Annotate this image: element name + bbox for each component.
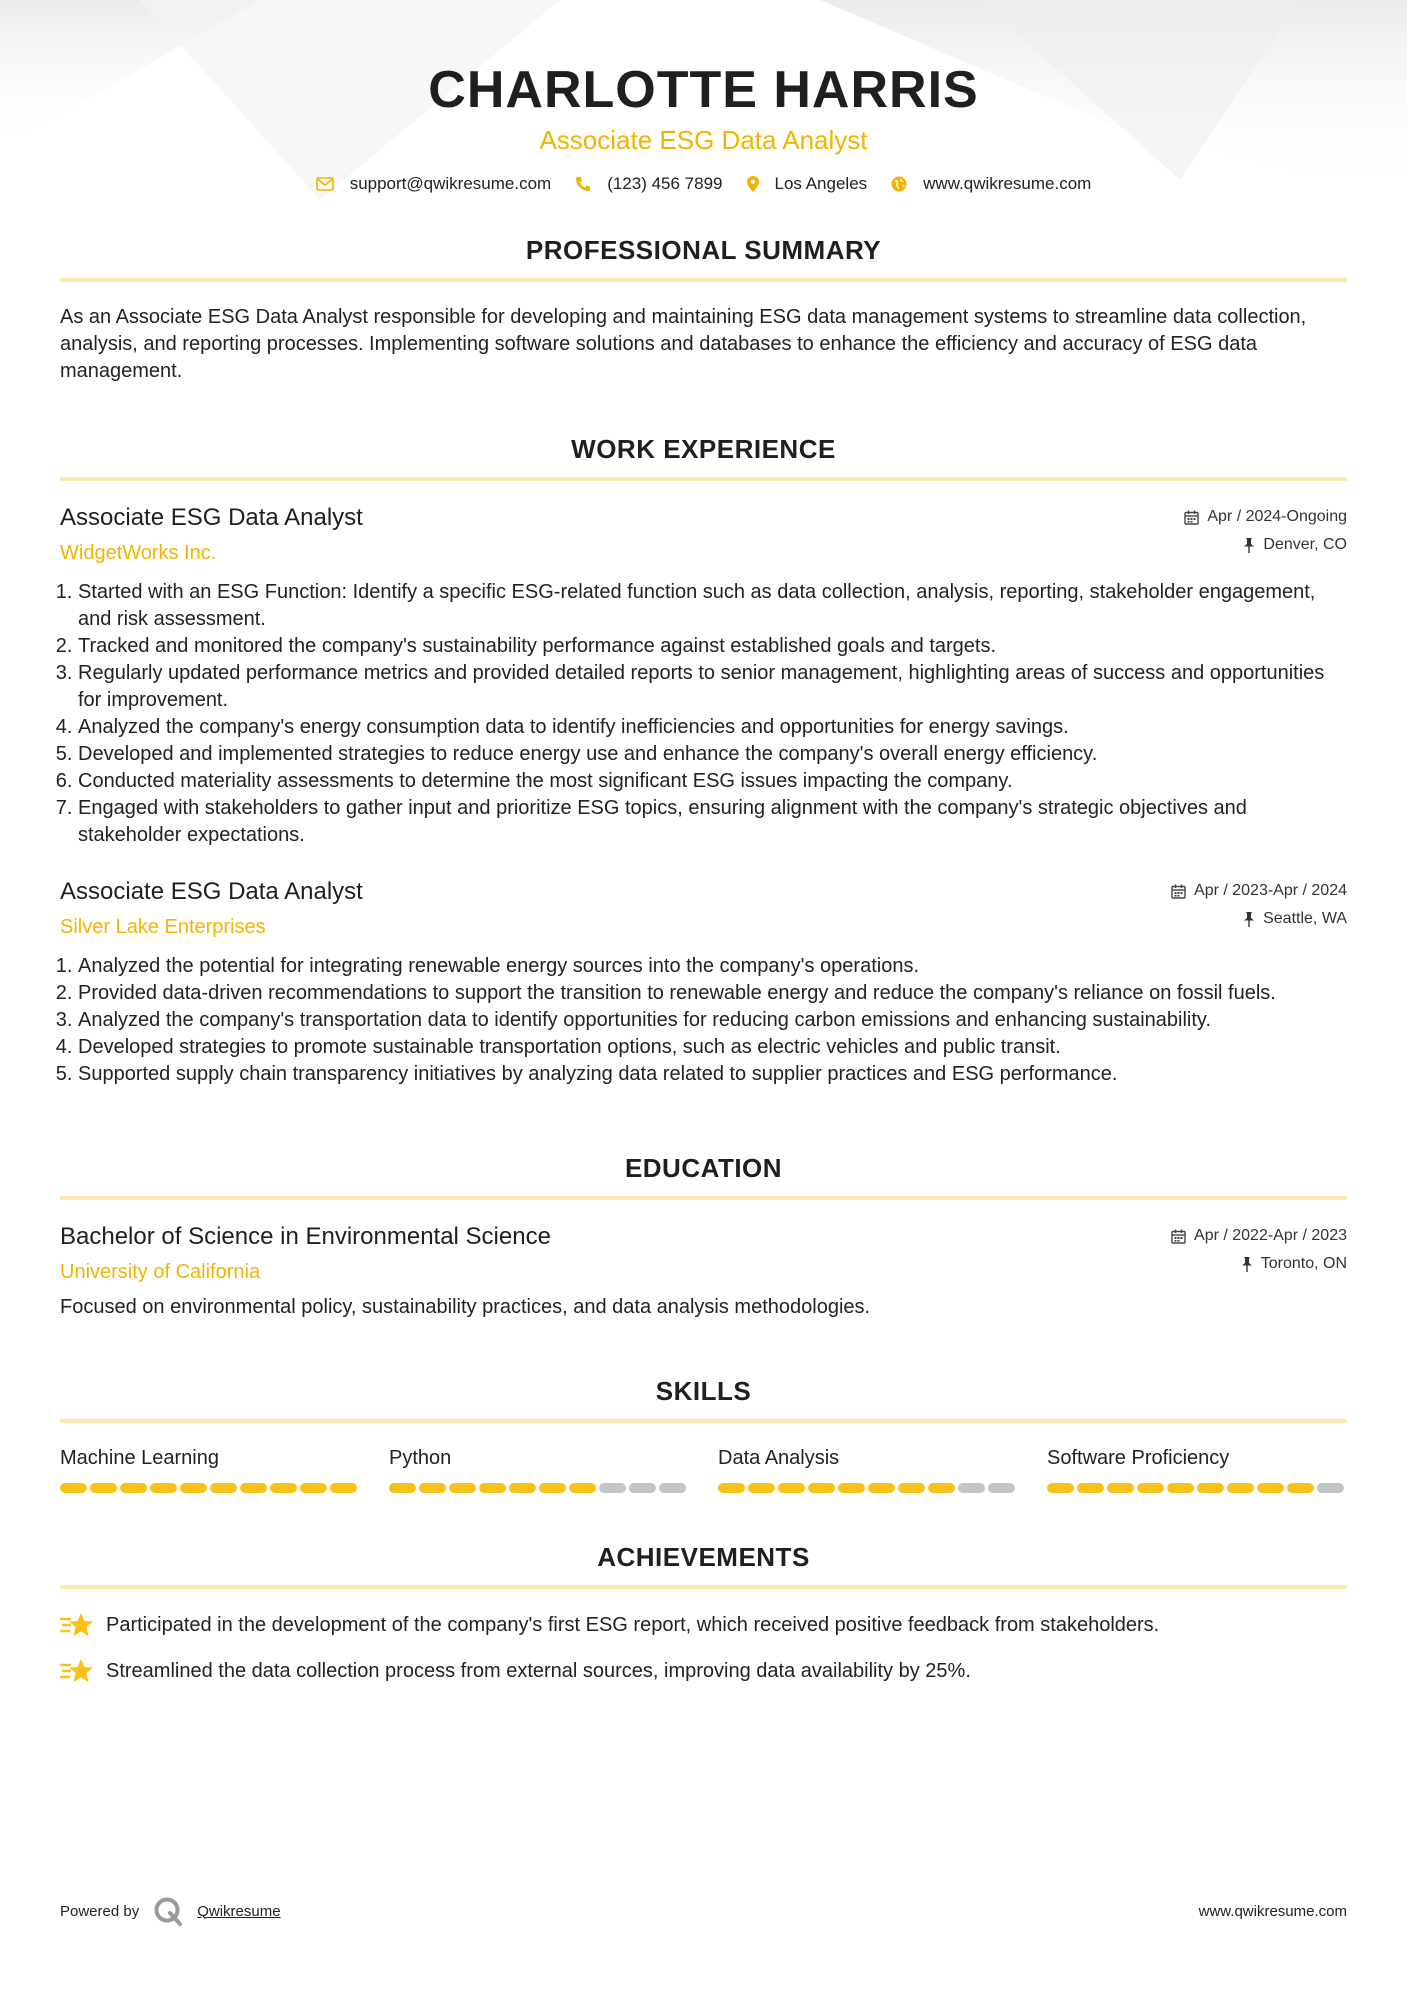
achievement-item (60, 1657, 1347, 1685)
education-degree: Bachelor of Science in Environmental Science (60, 1223, 551, 1250)
skill-segment-empty (988, 1483, 1015, 1493)
job-bullet: 6. Conducted materiality assessments to determine the most significant ESG issues impacting the company. (78, 768, 1347, 795)
skill-segment-filled (1137, 1483, 1164, 1493)
education-dates-row (1171, 1222, 1347, 1250)
achievement-text: Participated in the development of the company's first ESG report, which received positive feedback from stakeholders. (106, 1614, 1160, 1636)
education-meta (1171, 1222, 1347, 1278)
job-bullet: 7. Engaged with stakeholders to gather input and prioritize ESG topics, ensuring alignment with the company's strategic objectives and stakeholder expectations. (78, 795, 1347, 849)
education-description: Focused on environmental policy, sustainability practices, and data analysis methodologies. (60, 1296, 871, 1318)
experience-section (60, 433, 1347, 1088)
skill-item (1047, 1445, 1347, 1493)
envelope-icon (316, 177, 334, 191)
skill-name: Machine Learning (60, 1447, 219, 1469)
education-section (60, 1152, 1347, 1321)
footer (60, 1896, 1347, 1926)
skill-segment-empty (1317, 1483, 1344, 1493)
skill-segment-filled (838, 1483, 865, 1493)
skill-segment-empty (659, 1483, 686, 1493)
skill-segment-filled (449, 1483, 476, 1493)
skill-level-bar (389, 1483, 689, 1493)
summary-text: As an Associate ESG Data Analyst responsible for developing and maintaining ESG data management systems to streamline data collection, analysis, and reporting processes. Implementing software solutions and databases to enhance the efficiency and accuracy of ESG data management. (60, 306, 1307, 382)
skill-segment-filled (808, 1483, 835, 1493)
skill-segment-empty (599, 1483, 626, 1493)
job-bullet: 2. Provided data-driven recommendations to support the transition to renewable energy and reduce the company's reliance on fossil fuels. (78, 980, 1347, 1007)
job-bullet-list (60, 953, 1347, 1088)
skill-segment-filled (389, 1483, 416, 1493)
pushpin-icon (1243, 912, 1255, 927)
candidate-title: Associate ESG Data Analyst (539, 125, 868, 155)
job-dates-row (1171, 877, 1347, 905)
job-bullet: 4. Developed strategies to promote sustainable transportation options, such as electric vehicles and public transit. (78, 1034, 1347, 1061)
skill-segment-filled (240, 1483, 267, 1493)
achievement-text: Streamlined the data collection process from external sources, improving data availability by 25%. (106, 1660, 971, 1682)
contact-website[interactable] (891, 174, 1091, 194)
education-header (60, 1222, 1347, 1286)
globe-icon (891, 176, 907, 192)
skill-segment-filled (718, 1483, 745, 1493)
job-location: Denver, CO (1263, 536, 1347, 553)
job-meta (1184, 503, 1347, 559)
footer-website[interactable]: www.qwikresume.com (1198, 1902, 1347, 1920)
skill-segment-empty (629, 1483, 656, 1493)
star-icon (60, 1657, 94, 1685)
skill-segment-filled (1257, 1483, 1284, 1493)
job-header (60, 503, 1347, 567)
calendar-icon (1171, 884, 1186, 899)
achievements-heading: ACHIEVEMENTS (597, 1542, 810, 1572)
job-bullet: 3. Analyzed the company's transportation data to identify opportunities for reducing carbon emissions and enhancing sustainability. (78, 1007, 1347, 1034)
calendar-icon (1184, 510, 1199, 525)
job-info (60, 503, 363, 567)
contact-email-text: support@qwikresume.com (349, 174, 552, 193)
skill-item (718, 1445, 1018, 1493)
job-bullet: 1. Analyzed the potential for integrating renewable energy sources into the company's operations. (78, 953, 1347, 980)
skill-name: Software Proficiency (1047, 1447, 1230, 1469)
education-school: University of California (60, 1261, 261, 1283)
contact-phone[interactable] (575, 174, 722, 194)
skill-segment-filled (1287, 1483, 1314, 1493)
contact-bar (60, 174, 1347, 194)
skill-segment-filled (120, 1483, 147, 1493)
skill-segment-filled (1167, 1483, 1194, 1493)
job-company: Silver Lake Enterprises (60, 916, 266, 938)
skill-segment-filled (1077, 1483, 1104, 1493)
education-location-row (1171, 1250, 1347, 1278)
map-pin-icon (747, 176, 759, 192)
job-title: Associate ESG Data Analyst (60, 504, 363, 531)
achievements-divider (60, 1585, 1347, 1589)
skill-segment-filled (270, 1483, 297, 1493)
skill-segment-filled (778, 1483, 805, 1493)
summary-divider (60, 278, 1347, 282)
qwikresume-logo (153, 1896, 183, 1926)
job-dates: Apr / 2023-Apr / 2024 (1194, 882, 1347, 899)
skill-segment-filled (479, 1483, 506, 1493)
summary-section (60, 234, 1347, 385)
skill-segment-filled (868, 1483, 895, 1493)
powered-by-label: Powered by (60, 1902, 140, 1920)
experience-divider (60, 477, 1347, 481)
job-bullet: 3. Regularly updated performance metrics and provided detailed reports to senior management, highlighting areas of success and opportunities for improvement. (78, 660, 1347, 714)
job-dates: Apr / 2024-Ongoing (1207, 508, 1347, 525)
education-info (60, 1222, 551, 1286)
candidate-name: CHARLOTTE HARRIS (428, 61, 979, 119)
skill-segment-filled (180, 1483, 207, 1493)
contact-website-text: www.qwikresume.com (923, 174, 1092, 193)
skill-item (60, 1445, 360, 1493)
job-entry (60, 503, 1347, 849)
powered-by (60, 1896, 281, 1926)
job-title: Associate ESG Data Analyst (60, 878, 363, 905)
phone-icon (575, 176, 591, 192)
contact-location-text: Los Angeles (774, 174, 868, 193)
skill-segment-filled (748, 1483, 775, 1493)
skill-name: Data Analysis (718, 1447, 840, 1469)
skill-segment-filled (419, 1483, 446, 1493)
skill-segment-filled (539, 1483, 566, 1493)
skill-item (389, 1445, 689, 1493)
contact-phone-text: (123) 456 7899 (607, 174, 723, 193)
job-location: Seattle, WA (1263, 910, 1347, 927)
job-company: WidgetWorks Inc. (60, 542, 217, 564)
skill-segment-filled (90, 1483, 117, 1493)
skill-name: Python (389, 1447, 452, 1469)
achievement-item (60, 1611, 1347, 1639)
skill-segment-filled (210, 1483, 237, 1493)
skill-segment-filled (330, 1483, 357, 1493)
star-icon (60, 1611, 94, 1639)
job-location-row (1184, 531, 1347, 559)
skill-level-bar (718, 1483, 1018, 1493)
contact-location (747, 174, 868, 194)
skill-segment-filled (1227, 1483, 1254, 1493)
skill-segment-filled (1107, 1483, 1134, 1493)
skill-segment-filled (569, 1483, 596, 1493)
education-location: Toronto, ON (1260, 1255, 1347, 1272)
skill-segment-filled (300, 1483, 327, 1493)
calendar-icon (1171, 1229, 1186, 1244)
skill-segment-filled (1047, 1483, 1074, 1493)
contact-email[interactable] (316, 174, 552, 194)
skills-heading: SKILLS (655, 1376, 752, 1406)
skill-level-bar (1047, 1483, 1347, 1493)
job-meta (1171, 877, 1347, 933)
skill-level-bar (60, 1483, 360, 1493)
skill-segment-filled (1197, 1483, 1224, 1493)
skill-segment-filled (928, 1483, 955, 1493)
job-dates-row (1184, 503, 1347, 531)
job-header (60, 877, 1347, 941)
skill-segment-filled (509, 1483, 536, 1493)
skill-segment-filled (150, 1483, 177, 1493)
qwikresume-link[interactable]: Qwikresume (197, 1902, 281, 1920)
skill-segment-filled (60, 1483, 87, 1493)
job-bullet: 1. Started with an ESG Function: Identify a specific ESG-related function such as data collection, analysis, reporting, stakeholder engagement, and risk assessment. (78, 579, 1347, 633)
job-bullet: 2. Tracked and monitored the company's sustainability performance against established goals and targets. (78, 633, 1347, 660)
summary-heading: PROFESSIONAL SUMMARY (525, 235, 882, 265)
pushpin-icon (1241, 1257, 1253, 1272)
job-bullet: 5. Developed and implemented strategies to reduce energy use and enhance the company's overall energy efficiency. (78, 741, 1347, 768)
experience-heading: WORK EXPERIENCE (571, 434, 836, 464)
skills-section (60, 1375, 1347, 1493)
skill-segment-empty (958, 1483, 985, 1493)
job-info (60, 877, 363, 941)
skills-list (60, 1445, 1347, 1493)
job-bullet-list (60, 579, 1347, 849)
education-dates: Apr / 2022-Apr / 2023 (1194, 1227, 1347, 1244)
pushpin-icon (1243, 538, 1255, 553)
job-entry (60, 877, 1347, 1088)
achievements-section (60, 1541, 1347, 1685)
skills-divider (60, 1419, 1347, 1423)
skill-segment-filled (898, 1483, 925, 1493)
job-location-row (1171, 905, 1347, 933)
job-bullet: 4. Analyzed the company's energy consumption data to identify inefficiencies and opportunities for energy savings. (78, 714, 1347, 741)
education-heading: EDUCATION (624, 1153, 783, 1183)
job-bullet: 5. Supported supply chain transparency initiatives by analyzing data related to supplier practices and ESG performance. (78, 1061, 1347, 1088)
education-divider (60, 1196, 1347, 1200)
